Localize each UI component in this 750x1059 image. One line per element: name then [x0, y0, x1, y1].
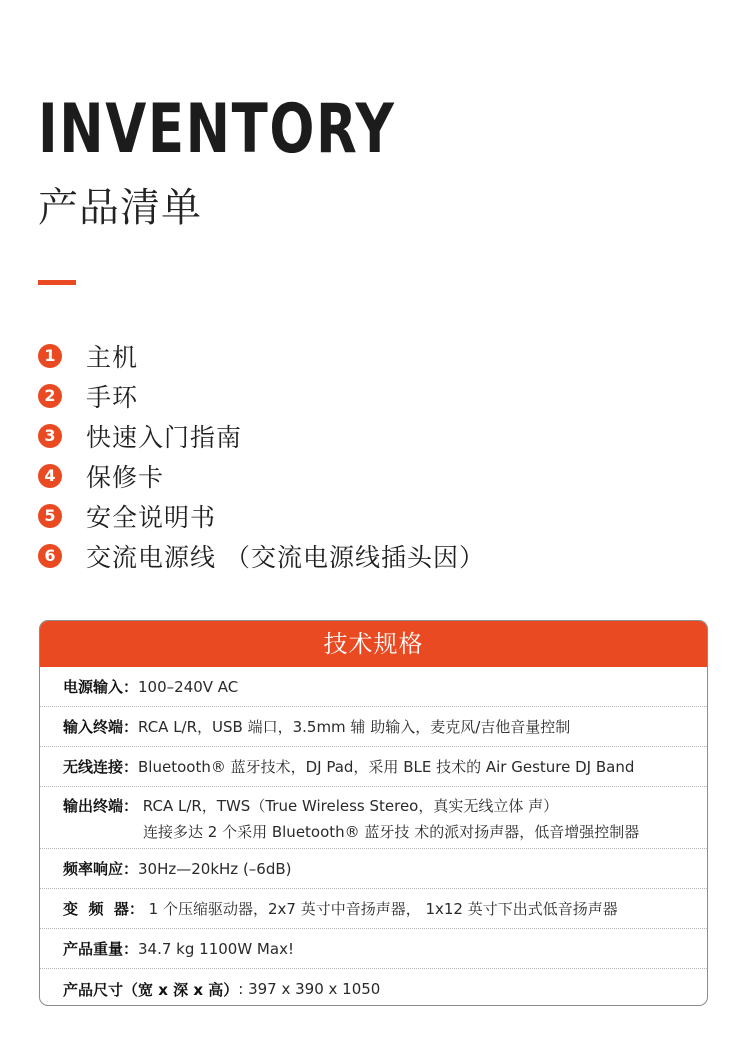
spec-label: 变 频 器：	[63, 900, 144, 918]
spec-value: Bluetooth® 蓝牙技术，DJ Pad，采用 BLE 技术的 Air Gesture DJ Band	[138, 758, 635, 776]
list-item	[38, 496, 485, 536]
spec-row-power	[40, 667, 707, 707]
number-badge: 4	[38, 464, 62, 488]
spec-table	[39, 620, 708, 1006]
page-title-en: INVENTORY	[38, 90, 396, 169]
spec-row-weight	[40, 929, 707, 969]
item-label: 主机	[86, 343, 139, 372]
spec-value: 30Hz—20kHz (–6dB)	[138, 859, 292, 878]
spec-value: 100–240V AC	[138, 677, 239, 696]
spec-label: 电源输入：	[63, 678, 139, 696]
spec-row-wireless	[40, 747, 707, 787]
page-title-cn: 产品清单	[38, 185, 202, 231]
number-badge: 1	[38, 344, 62, 368]
spec-row-output	[40, 787, 707, 849]
inventory-list	[38, 336, 485, 576]
spec-row-dimensions	[40, 969, 707, 1006]
spec-label: 无线连接：	[63, 758, 139, 776]
list-item	[38, 376, 485, 416]
spec-label: 输入终端：	[63, 718, 139, 736]
item-label: 交流电源线 （交流电源线插头因）	[86, 543, 485, 572]
list-item	[38, 336, 485, 376]
spec-table-title: 技术规格	[40, 621, 707, 667]
spec-value: RCA L/R，TWS（True Wireless Stereo，真实无线立体 声）	[142, 797, 559, 815]
spec-label: 产品重量：	[63, 940, 139, 958]
accent-divider	[38, 280, 76, 285]
spec-value: 1 个压缩驱动器，2x7 英寸中音扬声器， 1x12 英寸下出式低音扬声器	[143, 900, 618, 918]
spec-value: RCA L/R，USB 端口，3.5mm 辅 助输入，麦克风/吉他音量控制	[138, 718, 571, 736]
number-badge: 5	[38, 504, 62, 528]
number-badge: 2	[38, 384, 62, 408]
spec-row-input	[40, 707, 707, 747]
list-item	[38, 416, 485, 456]
list-item	[38, 536, 485, 576]
item-label: 安全说明书	[86, 503, 217, 532]
spec-label: 频率响应：	[63, 860, 139, 878]
list-item	[38, 456, 485, 496]
number-badge: 6	[38, 544, 62, 568]
spec-label: 输出终端：	[63, 797, 139, 815]
item-label: 手环	[86, 383, 139, 412]
item-label: 保修卡	[86, 463, 165, 492]
spec-value-continued: 连接多达 2 个采用 Bluetooth® 蓝牙技 术的派对扬声器，低音增强控制器	[143, 823, 640, 841]
spec-row-transducer	[40, 889, 707, 929]
spec-value: : 397 x 390 x 1050	[238, 980, 381, 998]
spec-value: 34.7 kg 1100W Max!	[138, 939, 294, 958]
spec-row-frequency	[40, 849, 707, 889]
item-label: 快速入门指南	[86, 423, 243, 452]
spec-label: 产品尺寸（宽 x 深 x 高）	[63, 980, 239, 999]
number-badge: 3	[38, 424, 62, 448]
